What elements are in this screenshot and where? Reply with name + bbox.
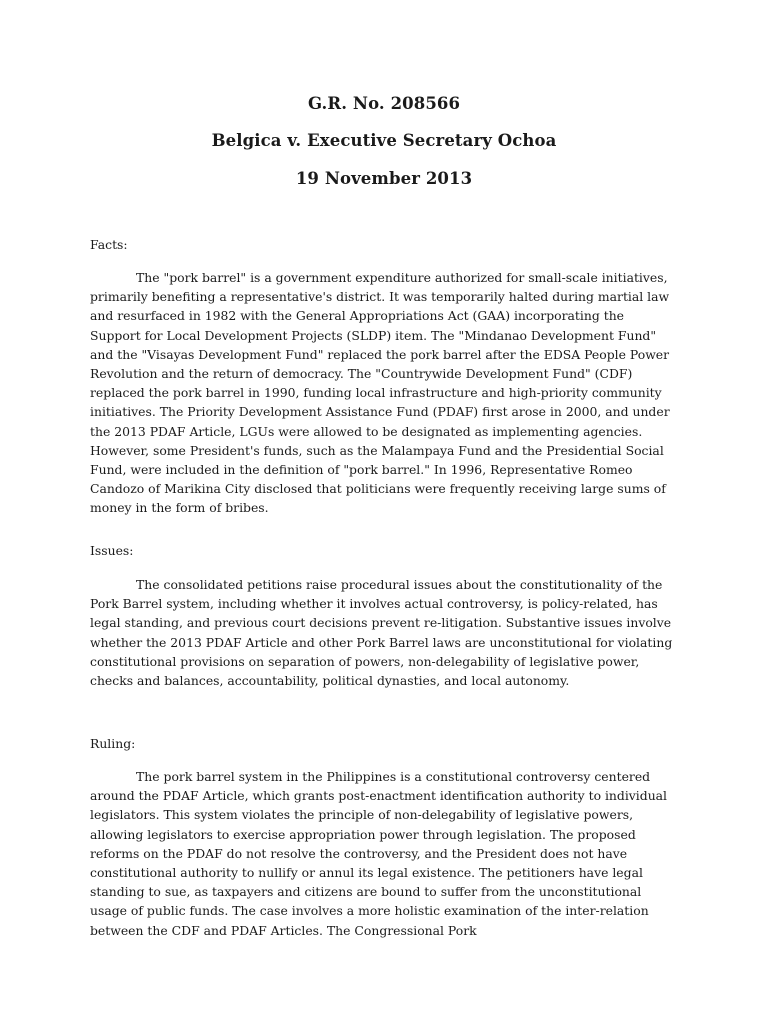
facts-heading: Facts: [90,237,128,252]
case-number: G.R. No. 208566 [307,94,461,113]
facts-paragraph: The "pork barrel" is a government expenditure authorized for small-scale initiatives, primarily benefiting a representative's district. It was temporarily halted during martial law and resurfaced in 1982 with the General Appropriations Act (GAA) incorporating the Support for Local Development Projects (SLDP) item. The "Mindanao Development Fund" and the "Visayas Development Fund" replaced the pork barrel after the EDSA People Power Revolution and the return of democracy. The "Countrywide Development Fund" (CDF) replaced the pork barrel in 1990, funding local infrastructure and high-priority community initiatives. The Priority Development Assistance Fund (PDAF) first arose in 2000, and under the 2013 PDAF Article, LGUs were allowed to be designated as implementing agencies. However, some President's funds, such as the Malampaya Fund and the Presidential Social Fund, were included in the definition of "pork barrel." In 1996, Representative Romeo Candozo of Marikina City disclosed that politicians were frequently receiving large sums of money in the form of bribes. [90,270,670,516]
issues-paragraph: The consolidated petitions raise procedural issues about the constitutionality of the Pork Barrel system, including whether it involves actual controversy, is policy-related, has legal standing, and previous court decisions prevent re-litigation. Substantive issues involve whether the 2013 PDAF Article and other Pork Barrel laws are unconstitutional for violating constitutional provisions on separation of powers, non-delegability of legislative power, checks and balances, accountability, political dynasties, and local autonomy. [90,577,673,689]
ruling-heading: Ruling: [90,736,136,751]
case-date: 19 November 2013 [295,169,473,188]
case-title: Belgica v. Executive Secretary Ochoa [211,131,557,150]
issues-heading: Issues: [90,543,134,558]
ruling-paragraph: The pork barrel system in the Philippines is a constitutional controversy centered around the PDAF Article, which grants post-enactment identification authority to individual legislators. This system violates the principle of non-delegability of legislative powers, allowing legislators to exercise appropriation power through legislation. The proposed reforms on the PDAF do not resolve the controversy, and the President does not have constitutional authority to nullify or annul its legal existence. The petitioners have legal standing to sue, as taxpayers and citizens are bound to suffer from the unconstitutional usage of public funds. The case involves a more holistic examination of the inter-relation between the CDF and PDAF Articles. The Congressional Pork [90,769,668,938]
